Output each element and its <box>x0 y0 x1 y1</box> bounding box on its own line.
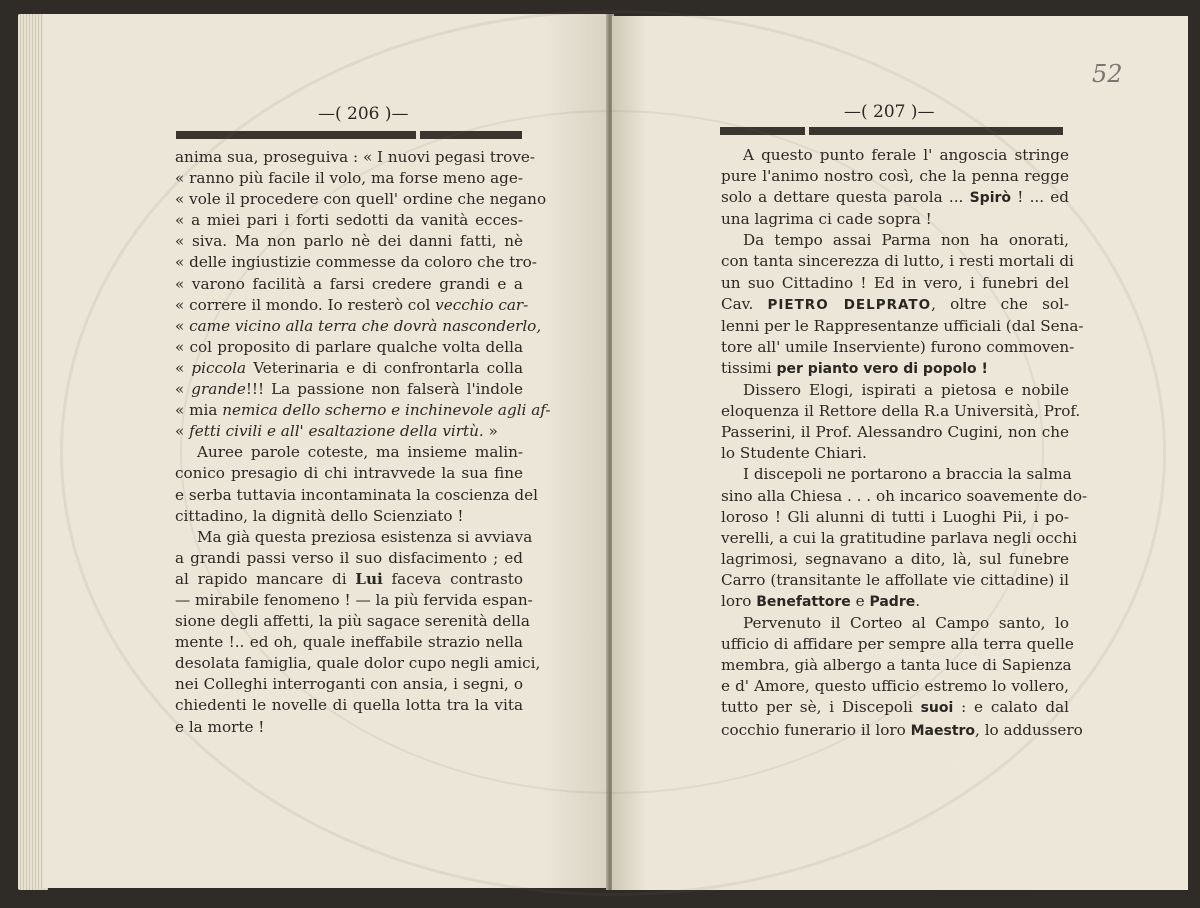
text-line <box>175 569 523 590</box>
text-line <box>175 506 523 527</box>
text-segment: faceva contrasto <box>382 569 523 588</box>
text-line <box>175 189 547 210</box>
right-page-body <box>721 145 1088 742</box>
text-segment: Auree parole coteste, ma insieme malin- <box>197 443 523 462</box>
text-line <box>721 613 1069 634</box>
text-segment: . <box>915 591 921 610</box>
text-line <box>721 230 1069 251</box>
text-line <box>721 528 1077 549</box>
text-segment: « <box>175 422 190 441</box>
text-segment: A questo punto ferale l' angoscia stringe <box>743 146 1069 164</box>
text-segment: a grandi passi verso il suo disfacimento ; ed <box>175 548 523 567</box>
text-segment: , lo addussero <box>975 720 1083 739</box>
text-segment: « varono facilità a farsi credere grandi e a <box>175 274 523 293</box>
text-line <box>721 464 1072 485</box>
text-line <box>175 611 530 632</box>
text-segment: verelli, a cui la gratitudine parlava negli occhi <box>721 528 1077 547</box>
text-segment: membra, già albergo a tanta luce di Sapienza <box>721 656 1072 675</box>
text-line <box>721 294 1069 316</box>
text-line <box>721 380 1069 401</box>
text-segment: pure l'animo nostro così, che la penna regge <box>721 167 1069 186</box>
text-line <box>175 717 523 738</box>
text-line <box>175 210 523 231</box>
text-line <box>721 720 1083 742</box>
text-segment: « a miei pari i forti sedotti da vanità ecces- <box>175 211 523 230</box>
text-segment: suoi <box>920 700 954 717</box>
text-line <box>175 400 551 421</box>
text-segment: ! ... ed <box>1011 188 1070 207</box>
text-segment: Cav. <box>721 294 768 313</box>
text-segment: sione degli affetti, la più sagace serenità della <box>175 612 530 631</box>
text-line <box>175 147 536 168</box>
text-segment: Pervenuto il Corteo al Campo santo, lo <box>743 614 1069 633</box>
text-line <box>721 251 1074 272</box>
text-line <box>721 145 1069 166</box>
text-segment: desolata famiglia, quale dolor cupo negli amici, <box>175 654 541 673</box>
text-line <box>175 231 523 252</box>
text-line <box>175 358 523 379</box>
text-segment: Veterinaria e di confrontarla colla <box>246 358 524 377</box>
text-line <box>175 168 523 189</box>
text-line <box>175 590 533 611</box>
text-line <box>175 379 523 400</box>
text-segment: « ranno più facile il volo, ma forse meno age- <box>175 169 523 188</box>
text-line <box>175 548 523 569</box>
text-segment: — mirabile fenomeno ! — la più fervida espan- <box>175 590 533 609</box>
text-line <box>175 442 523 463</box>
text-segment: loroso ! Gli alunni di tutti i Luoghi Pii, i po- <box>721 507 1069 526</box>
text-segment: e d' Amore, questo ufficio estremo lo vollero, <box>721 677 1069 696</box>
text-segment: Lui <box>355 569 383 588</box>
text-line <box>175 485 539 506</box>
text-line <box>175 653 541 674</box>
text-line <box>721 358 1069 380</box>
text-segment: : e calato dal <box>953 698 1069 717</box>
text-segment: al rapido mancare di <box>175 569 356 588</box>
pencil-folio-note: 52 <box>1092 60 1123 88</box>
text-line <box>175 274 523 295</box>
text-line <box>721 443 1069 464</box>
text-line <box>721 401 1081 422</box>
text-segment: Carro (transitante le affollate vie cittadine) il <box>721 570 1069 589</box>
page-number-206: —( 206 )— <box>318 104 409 124</box>
text-segment: lagrimosi, segnavano a dito, là, sul funebre <box>721 549 1069 568</box>
text-segment: e la morte ! <box>175 717 265 736</box>
text-segment: I discepoli ne portarono a braccia la salma <box>743 465 1072 484</box>
text-segment: , oltre che sol- <box>931 294 1070 313</box>
text-segment: tore all' umile Inserviente) furono commoven- <box>721 337 1075 356</box>
text-segment: e <box>850 591 870 610</box>
header-rule <box>176 131 522 139</box>
text-segment: per pianto vero di popolo ! <box>776 360 988 377</box>
text-segment: vecchio car- <box>435 295 529 314</box>
text-segment: conico presagio di chi intravvede la sua fine <box>175 464 523 483</box>
text-segment: fetti civili e all' esaltazione della virtù. <box>189 422 484 441</box>
text-line <box>175 695 523 716</box>
text-segment: tutto per sè, i Discepoli <box>721 698 921 717</box>
text-segment: « correre il mondo. Io resterò col <box>175 295 436 314</box>
text-segment: chiedenti le novelle di quella lotta tra la vita <box>175 696 523 715</box>
right-page <box>612 16 1188 890</box>
text-segment: cittadino, la dignità dello Scienziato ! <box>175 506 464 525</box>
text-segment: « vole il procedere con quell' ordine che negano <box>175 190 547 209</box>
text-segment: « <box>175 380 192 399</box>
text-line <box>721 187 1069 209</box>
text-segment: una lagrima ci cade sopra ! <box>721 210 932 229</box>
text-line <box>721 549 1069 570</box>
text-line <box>175 316 542 337</box>
text-line <box>721 570 1069 591</box>
text-segment: sino alla Chiesa . . . oh incarico soavemente do- <box>721 486 1088 505</box>
text-segment: e serba tuttavia incontaminata la coscienza del <box>175 485 539 504</box>
text-segment: anima sua, proseguiva : « I nuovi pegasi trove- <box>175 148 536 166</box>
text-line <box>721 337 1075 358</box>
text-segment: Dissero Elogi, ispirati a pietosa e nobile <box>743 381 1069 400</box>
page-number-207: —( 207 )— <box>844 102 935 122</box>
text-segment: « <box>175 316 190 335</box>
text-line <box>175 527 533 548</box>
text-segment: Passerini, il Prof. Alessandro Cugini, non che <box>721 423 1069 442</box>
text-segment: Padre <box>869 593 916 610</box>
text-segment: PIETRO DELPRATO <box>767 296 932 313</box>
text-segment: lo Studente Chiari. <box>721 444 867 463</box>
text-segment: lenni per le Rappresentanze ufficiali (dal Sena- <box>721 316 1084 335</box>
text-line <box>721 655 1072 676</box>
text-line <box>721 209 1069 230</box>
text-segment: loro <box>721 591 757 610</box>
text-line <box>721 507 1069 528</box>
header-rule <box>720 127 1063 135</box>
text-segment: mente !.. ed oh, quale ineffabile strazio nella <box>175 633 523 652</box>
text-line <box>721 697 1069 719</box>
text-segment: solo a dettare questa parola ... <box>721 188 970 207</box>
text-line <box>721 273 1069 294</box>
text-segment: Da tempo assai Parma non ha onorati, <box>743 231 1069 250</box>
text-segment: Maestro <box>910 722 976 739</box>
text-line <box>175 252 537 273</box>
text-line <box>175 421 523 442</box>
text-line <box>175 295 529 316</box>
text-line <box>721 634 1074 655</box>
text-segment: piccola <box>191 358 247 377</box>
left-page-body <box>175 147 551 738</box>
text-line <box>721 676 1069 697</box>
text-segment: « delle ingiustizie commesse da coloro che tro- <box>175 253 537 272</box>
text-segment: Benefattore <box>756 593 851 610</box>
left-page <box>44 14 610 888</box>
text-segment: « col proposito di parlare qualche volta della <box>175 337 523 356</box>
text-line <box>721 591 1069 613</box>
text-line <box>175 463 523 484</box>
text-segment: Ma già questa preziosa esistenza si avviava <box>197 527 533 546</box>
text-segment: Spirò <box>969 190 1012 207</box>
text-segment: eloquenza il Rettore della R.a Università, Prof. <box>721 402 1081 421</box>
text-segment: con tanta sincerezza di lutto, i resti mortali di <box>721 252 1074 271</box>
text-line <box>175 337 523 358</box>
text-segment: » <box>483 422 498 441</box>
text-line <box>175 632 523 653</box>
text-line <box>721 486 1088 507</box>
text-segment: « siva. Ma non parlo nè dei danni fatti, nè <box>175 232 523 251</box>
text-segment: ufficio di affidare per sempre alla terra quelle <box>721 635 1074 654</box>
text-line <box>721 316 1084 337</box>
text-segment: « mia <box>175 401 223 420</box>
text-segment: !!! La passione non falserà l'indole <box>245 380 523 399</box>
text-segment: cocchio funerario il loro <box>721 720 911 739</box>
text-segment: un suo Cittadino ! Ed in vero, i funebri del <box>721 273 1069 292</box>
text-segment: grande <box>191 380 246 399</box>
text-segment: nei Colleghi interroganti con ansia, i segni, o <box>175 675 523 694</box>
text-line <box>721 422 1069 443</box>
text-line <box>175 674 523 695</box>
text-line <box>721 166 1069 187</box>
text-segment: « <box>175 358 192 377</box>
text-segment: tissimi <box>721 358 777 377</box>
text-segment: nemica dello scherno e inchinevole agli af- <box>222 401 551 420</box>
text-segment: came vicino alla terra che dovrà nasconderlo, <box>189 316 542 335</box>
